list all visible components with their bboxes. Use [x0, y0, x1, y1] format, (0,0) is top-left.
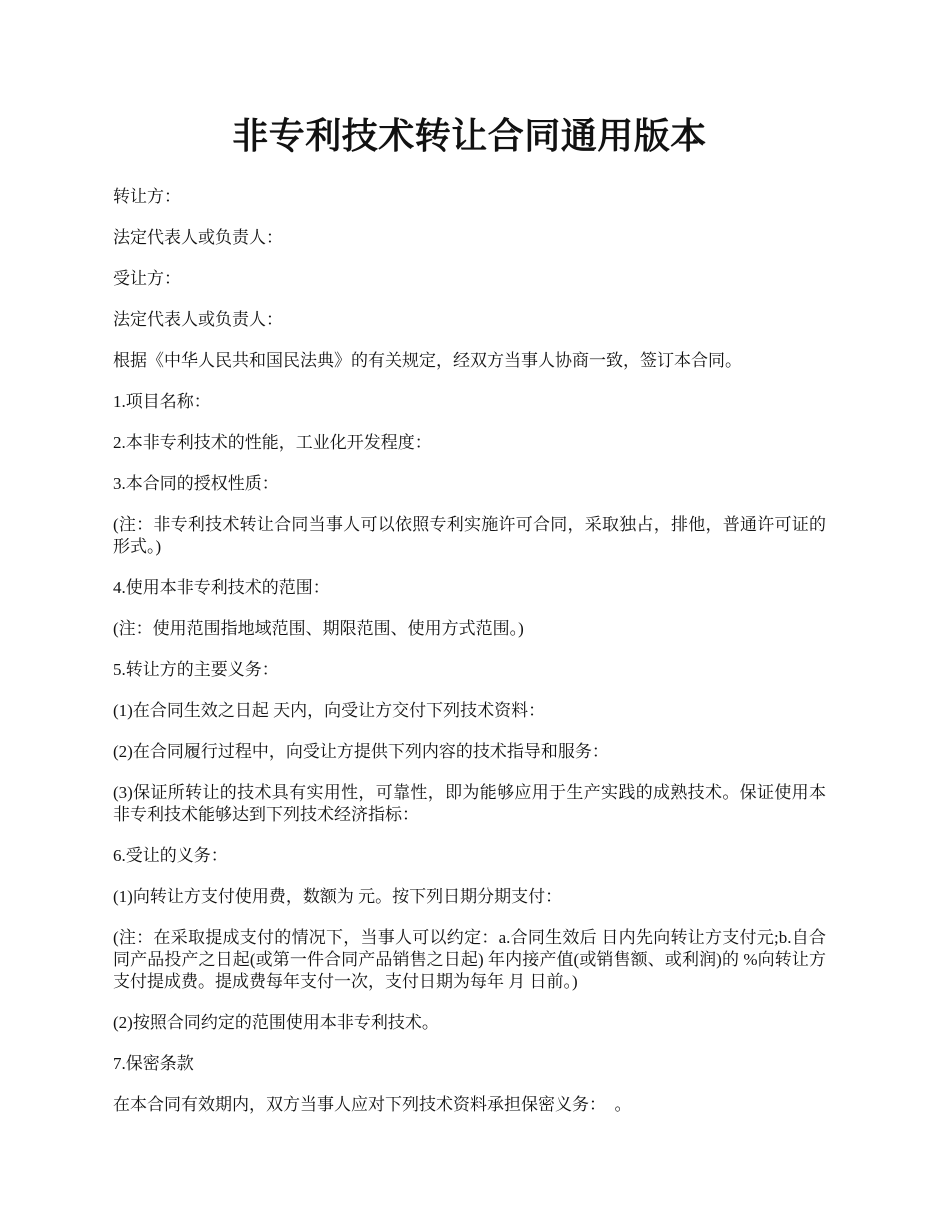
paragraph-clause-3: 3.本合同的授权性质： [113, 474, 279, 493]
paragraph-clause-7: 7.保密条款 [113, 1054, 194, 1073]
paragraph-clause-5-1: (1)在合同生效之日起 天内，向受让方交付下列技术资料： [113, 701, 546, 720]
paragraph-transferor-representative: 法定代表人或负责人： [113, 228, 283, 247]
paragraph-clause-5: 5.转让方的主要义务： [113, 660, 279, 679]
paragraph-clause-5-3: (3)保证所转让的技术具有实用性，可靠性，即为能够应用于生产实践的成熟技术。保证使用本非专利技术能够达到下列技术经济指标： [113, 783, 826, 824]
paragraph-note-3: (注：非专利技术转让合同当事人可以依照专利实施许可合同，采取独占，排他，普通许可证的形式。) [113, 515, 826, 556]
paragraph-clause-4: 4.使用本非专利技术的范围： [113, 578, 330, 597]
paragraph-confidentiality: 在本合同有效期内，双方当事人应对下列技术资料承担保密义务： 。 [113, 1095, 632, 1114]
paragraph-transferor: 转让方： [113, 187, 181, 206]
paragraph-clause-6-2: (2)按照合同约定的范围使用本非专利技术。 [113, 1013, 439, 1032]
paragraph-clause-1: 1.项目名称： [113, 392, 211, 411]
paragraph-clause-5-2: (2)在合同履行过程中，向受让方提供下列内容的技术指导和服务： [113, 742, 609, 761]
paragraph-clause-2: 2.本非专利技术的性能，工业化开发程度： [113, 433, 432, 452]
paragraph-preamble: 根据《中华人民共和国民法典》的有关规定，经双方当事人协商一致，签订本合同。 [113, 351, 742, 370]
paragraph-clause-6: 6.受让的义务： [113, 846, 228, 865]
document-body [113, 186, 826, 1116]
paragraph-clause-6-1: (1)向转让方支付使用费，数额为 元。按下列日期分期支付： [113, 887, 563, 906]
document-title: 非专利技术转让合同通用版本 [232, 116, 707, 156]
paragraph-note-6: (注：在采取提成支付的情况下，当事人可以约定：a.合同生效后 日内先向转让方支付元;b.自合同产品投产之日起(或第一件合同产品销售之日起) 年内接产值(或销售额、或利润)的 %向转让方支付提成费。提成费每年支付一次，支付日期为每年 月 日前。) [113, 928, 826, 991]
paragraph-transferee: 受让方： [113, 269, 181, 288]
paragraph-note-4: (注：使用范围指地域范围、期限范围、使用方式范围。) [113, 619, 524, 638]
paragraph-transferee-representative: 法定代表人或负责人： [113, 310, 283, 329]
